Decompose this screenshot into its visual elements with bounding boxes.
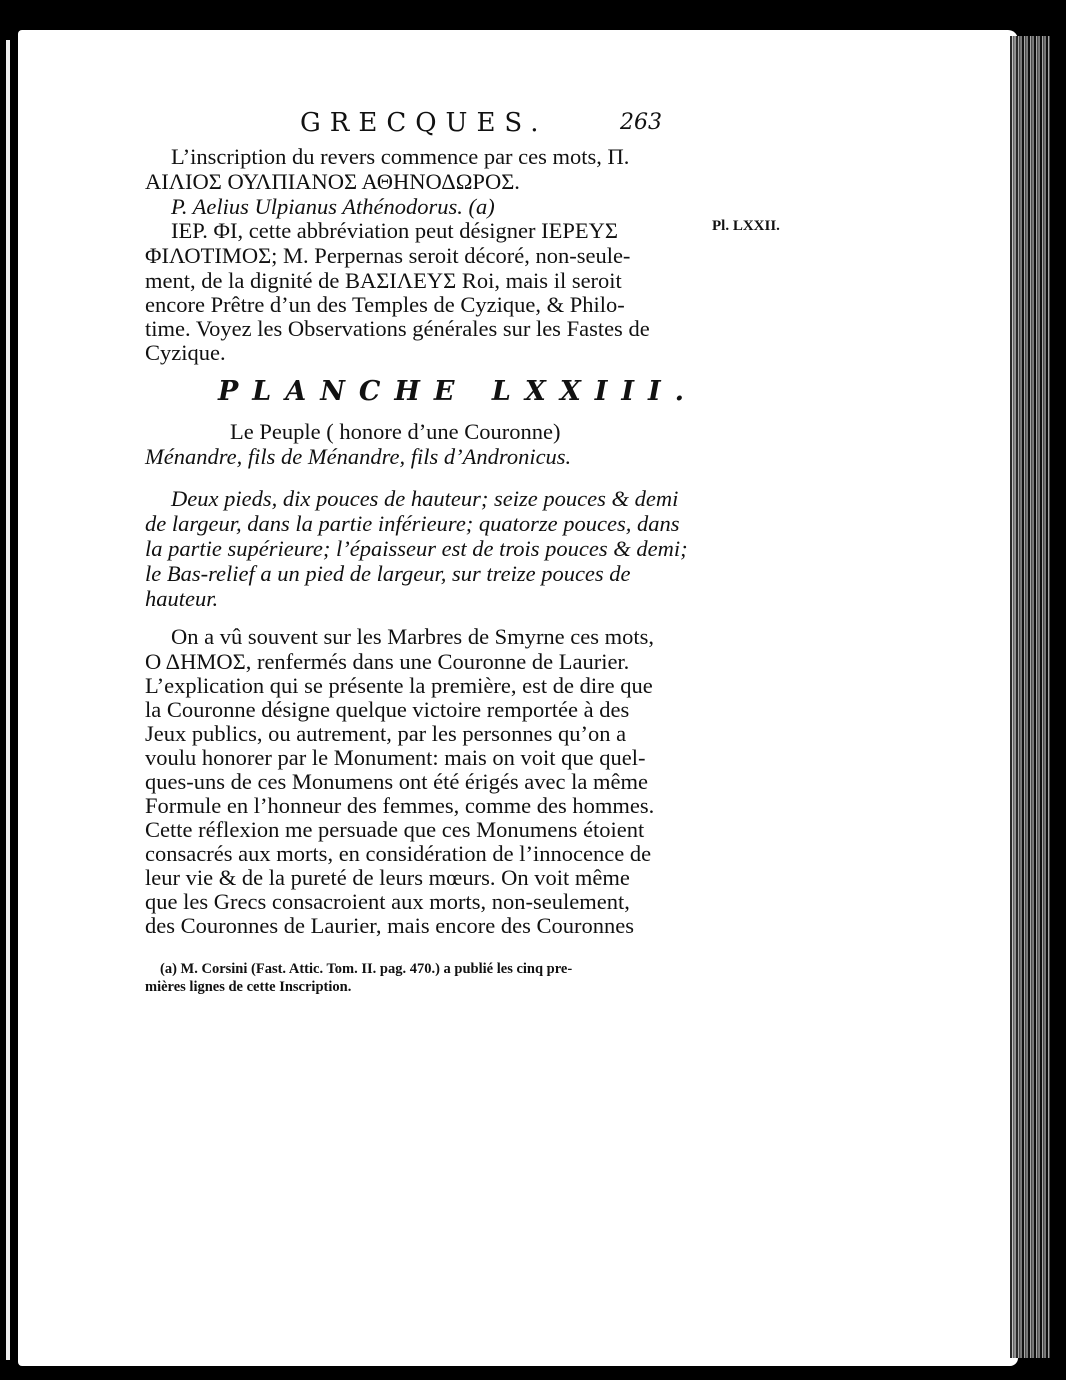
- plate-title: PLANCHE LXXIII.: [218, 376, 699, 407]
- book-left-edge: [6, 40, 10, 1360]
- dimension-line: hauteur.: [145, 586, 219, 611]
- text-line: Jeux publics, ou autrement, par les personnes qu’on a: [145, 721, 627, 746]
- plate-subtitle: Le Peuple ( honore d’une Couronne): [230, 419, 561, 444]
- text-line: ment, de la dignité de ΒΑΣΙΛΕΥΣ Roi, mais il seroit: [145, 268, 622, 293]
- text-line: ques-uns de ces Monumens ont été érigés avec la même: [145, 769, 648, 794]
- running-title: GRECQUES.: [300, 108, 548, 138]
- text-line: des Couronnes de Laurier, mais encore des Couronnes: [145, 913, 634, 938]
- dimension-line: de largeur, dans la partie inférieure; quatorze pouces, dans: [145, 511, 680, 536]
- text-line: la Couronne désigne quelque victoire remportée à des: [145, 697, 630, 722]
- text-line: Cyzique.: [145, 340, 226, 365]
- footnote-line: mières lignes de cette Inscription.: [145, 979, 352, 995]
- text-line: On a vû souvent sur les Marbres de Smyrne ces mots,: [171, 624, 655, 649]
- dimension-line: le Bas-relief a un pied de largeur, sur treize pouces de: [145, 561, 631, 586]
- text-line: time. Voyez les Observations générales sur les Fastes de: [145, 316, 650, 341]
- text-line: consacrés aux morts, en considération de l’innocence de: [145, 841, 652, 866]
- text-line: ΙΕΡ. ΦΙ, cette abbréviation peut désigner ΙΕΡΕΥΣ: [171, 218, 618, 243]
- page-number: 263: [620, 110, 662, 135]
- text-line: L’inscription du revers commence par ces mots, Π.: [171, 144, 630, 169]
- text-line: ΦΙΛΟΤΙΜΟΣ; M. Perpernas seroit décoré, non-seule-: [145, 243, 631, 268]
- text-line: encore Prêtre d’un des Temples de Cyzique, & Philo-: [145, 292, 625, 317]
- text-line: Formule en l’honneur des femmes, comme des hommes.: [145, 793, 655, 818]
- footnote-line: (a) M. Corsini (Fast. Attic. Tom. II. pag. 470.) a publié les cinq pre-: [160, 961, 573, 977]
- text-line: voulu honorer par le Monument: mais on voit que quel-: [145, 745, 646, 770]
- text-line: Ο ΔΗΜΟΣ, renfermés dans une Couronne de Laurier.: [145, 649, 630, 674]
- page-fore-edge: [1010, 36, 1050, 1358]
- margin-note: Pl. LXXII.: [712, 218, 780, 234]
- dimension-line: Deux pieds, dix pouces de hauteur; seize pouces & demi: [171, 486, 679, 511]
- text-line: L’explication qui se présente la première, est de dire que: [145, 673, 653, 698]
- plate-subtitle: Ménandre, fils de Ménandre, fils d’Andronicus.: [145, 444, 572, 469]
- dimension-line: la partie supérieure; l’épaisseur est de trois pouces & demi;: [145, 536, 688, 561]
- text-line: ΑΙΛΙΟΣ ΟΥΛΠΙΑΝΟΣ ΑΘΗΝΟΔΩΡΟΣ.: [145, 169, 520, 194]
- text-line: P. Aelius Ulpianus Athénodorus. (a): [171, 194, 495, 219]
- text-line: Cette réflexion me persuade que ces Monumens étoient: [145, 817, 645, 842]
- text-line: que les Grecs consacroient aux morts, non-seulement,: [145, 889, 630, 914]
- text-line: leur vie & de la pureté de leurs mœurs. On voit même: [145, 865, 630, 890]
